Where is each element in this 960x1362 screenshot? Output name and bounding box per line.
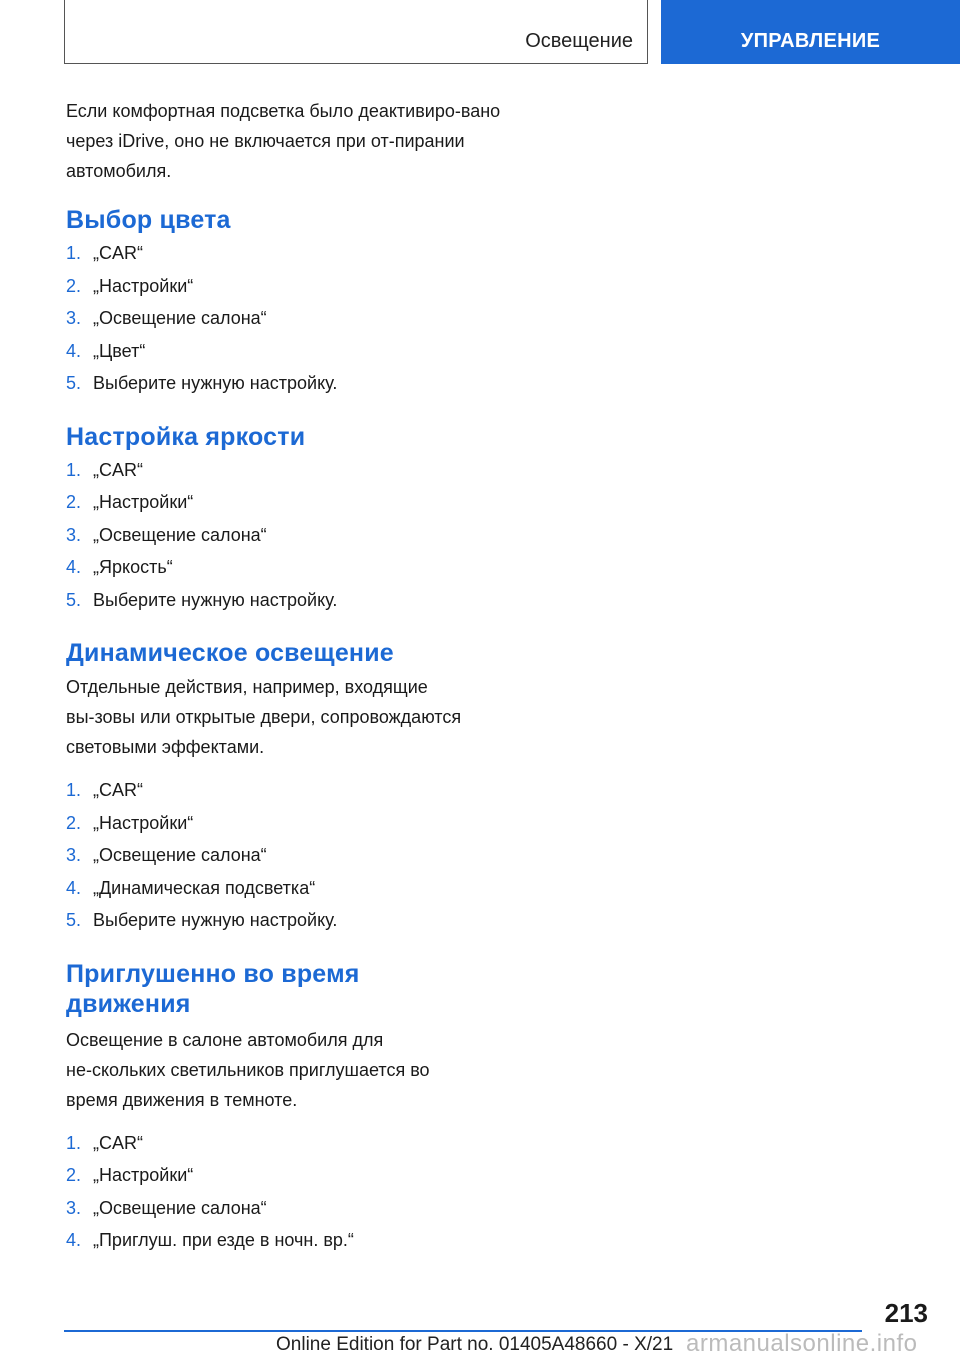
list-item: 4. „Цвет“ — [66, 340, 146, 361]
list-item: 2. „Настройки“ — [66, 1165, 194, 1185]
intro-paragraph: Если комфортная подсветка было деактивиро‑вано через iDrive, оно не включается при от‑пирании автомобиля. — [66, 101, 501, 181]
list-item: 1. „CAR“ — [66, 459, 143, 480]
list-item: 5. Выберите нужную настройку. — [66, 910, 338, 930]
list-item: 5. Выберите нужную настройку. — [66, 373, 338, 393]
section-heading: Настройка яркости — [66, 422, 306, 451]
list-item: 5. Выберите нужную настройку. — [66, 589, 338, 610]
steps-list — [66, 454, 506, 617]
list-item: 4. „Динамическая подсветка“ — [66, 877, 316, 898]
section-paragraph: Освещение в салоне автомобиля для не‑скольких светильников приглушается во время движения в темноте. — [66, 1029, 430, 1110]
section-heading: Выбор цвета — [66, 206, 231, 234]
list-item: 1. „CAR“ — [66, 1132, 143, 1153]
header-section-title: Освещение — [525, 30, 633, 52]
page-number: 213 — [884, 1298, 928, 1328]
list-item: 3. „Освещение салона“ — [66, 524, 267, 545]
list-item: 2. „Настройки“ — [66, 275, 194, 296]
watermark-text: armanualsonline.info — [686, 1330, 918, 1357]
section-heading: Приглушенно во время движения — [66, 959, 360, 1018]
list-item: 3. „Освещение салона“ — [66, 1197, 267, 1218]
edition-text: Online Edition for Part no. 01405A48660 - X/21 — [276, 1334, 674, 1355]
list-item: 1. „CAR“ — [66, 243, 143, 263]
list-item: 4. „Приглуш. при езде в ночн. вр.“ — [66, 1230, 354, 1250]
steps-list — [66, 1127, 506, 1257]
steps-list — [66, 237, 506, 400]
header-section-box — [64, 0, 648, 64]
steps-list — [66, 774, 506, 937]
section-paragraph: Отдельные действия, например, входящие вы‑зовы или открытые двери, сопровождаются световыми эффектами. — [66, 677, 462, 757]
list-item: 1. „CAR“ — [66, 780, 143, 800]
list-item: 2. „Настройки“ — [66, 812, 194, 833]
section-heading: Динамическое освещение — [66, 639, 394, 667]
list-item: 3. „Освещение салона“ — [66, 845, 267, 865]
list-item: 4. „Яркость“ — [66, 557, 173, 577]
list-item: 3. „Освещение салона“ — [66, 308, 267, 328]
page-content — [66, 96, 506, 1257]
header-chapter-tab: УПРАВЛЕНИЕ — [661, 0, 960, 64]
list-item: 2. „Настройки“ — [66, 492, 194, 512]
